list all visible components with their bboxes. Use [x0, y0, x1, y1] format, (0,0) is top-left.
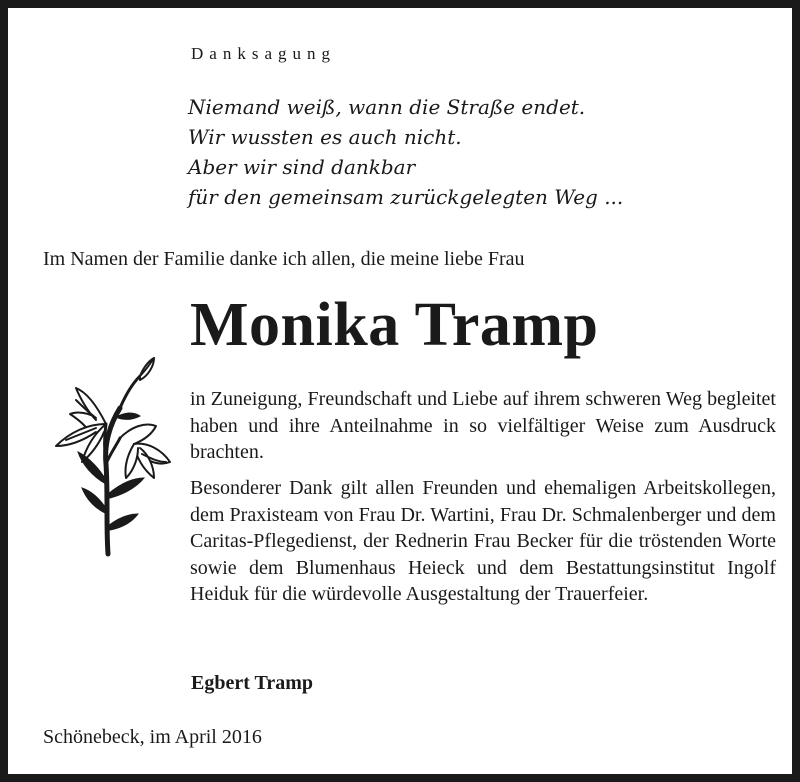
thanks-paragraph-2: Besonderer Dank gilt allen Freunden und ehemaligen Arbeitskollegen, dem Praxisteam von Frau Dr. Wartini, Frau Dr. Schmalenberger und dem Caritas-Pflegedienst, der Rednerin Frau Becker für die tröstenden Worte sowie dem Blumenhaus Heieck und dem Bestattungsinstitut Ingolf Heiduk für die würdevolle Ausgestaltung der Trauerfeier.	[190, 477, 776, 605]
place-date: Schönebeck, im April 2016	[43, 726, 262, 748]
poem-line: für den gemeinsam zurückgelegten Weg ...	[188, 185, 624, 209]
lily-icon	[36, 354, 178, 558]
notice-heading: Danksagung	[191, 44, 336, 63]
signature: Egbert Tramp	[191, 672, 314, 694]
thanks-paragraph-1: in Zuneigung, Freundschaft und Liebe auf ihrem schweren Weg begleitet haben und ihre Anteilnahme in so vielfältiger Weise zum Ausdruck brachten.	[190, 388, 776, 463]
poem-line: Aber wir sind dankbar	[188, 155, 416, 179]
deceased-name: Monika Tramp	[190, 291, 599, 359]
poem-line: Wir wussten es auch nicht.	[188, 125, 462, 149]
poem-line: Niemand weiß, wann die Straße endet.	[188, 95, 586, 119]
intro-text: Im Namen der Familie danke ich allen, die meine liebe Frau	[43, 248, 525, 270]
poem	[188, 92, 708, 212]
